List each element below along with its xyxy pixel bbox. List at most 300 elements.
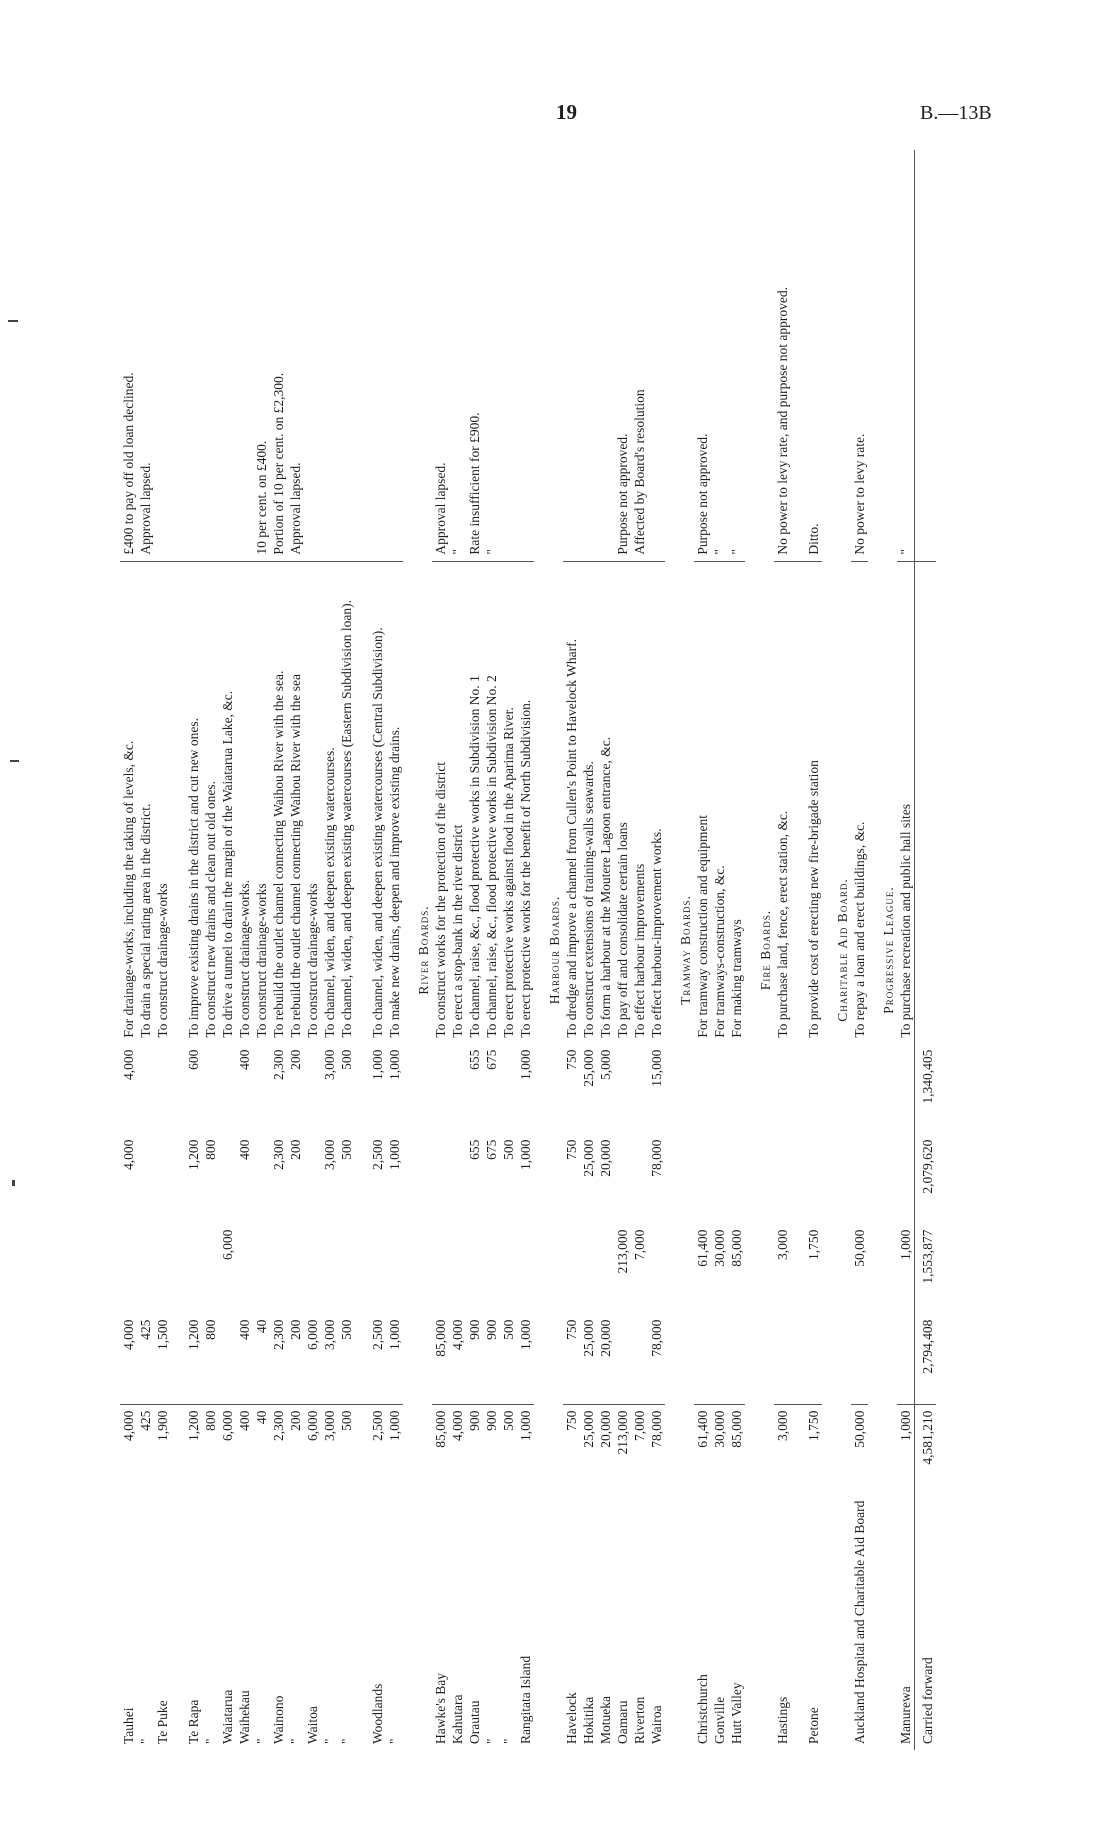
purpose-cell: To provide cost of erecting new fire-brigade station [806,760,821,1038]
amount-raised-cell: 675 [484,1049,499,1070]
amount-raised-cell: 400 [237,1049,252,1070]
amount-approved-cell [137,1134,154,1224]
place-cell: Progressive League. [881,886,896,1014]
table-row [355,150,386,1750]
place-cell: Gonville [712,1696,727,1744]
rotated-table-container [120,150,990,1750]
table-row [449,150,466,1750]
amount-authorised-cell: 1,200 [171,1314,202,1405]
amount-authorised-cell: 1,000 [386,1314,403,1405]
purpose-cell: To construct drainage-works [254,883,269,1038]
amount-applied-cell: 400 [237,1410,252,1431]
purpose-cell: To channel, widen, and deepen existing watercourses (Central Subdivision). [370,627,385,1038]
purpose-cell: To drain a special rating area in the district. [138,803,153,1038]
remarks-cell [580,150,597,561]
amount-approved-cell [449,1134,466,1224]
purpose-cell: To effect harbour improvements [632,863,647,1038]
amount-declined-cell [338,1224,355,1314]
amount-applied-cell: 1,750 [806,1410,821,1442]
table-row [563,150,580,1750]
place-cell: Havelock [564,1692,579,1744]
table-row [580,150,597,1750]
section-heading-row [822,150,851,1750]
place-cell: Tauhei [121,1707,136,1744]
amount-applied-cell: 61,400 [695,1410,710,1448]
purpose-cell: To erect protective works for the benefit of North Subdivision. [518,699,533,1038]
table-row [137,150,154,1750]
purpose-cell: For tramways-construction, &c. [712,865,727,1038]
table-row [171,150,202,1750]
amount-declined-cell [253,1224,270,1314]
amount-approved-cell: 675 [484,1139,499,1160]
amount-raised-cell [202,1044,219,1134]
amount-applied-cell: 4,000 [450,1410,465,1442]
amount-authorised-cell: 2,794,408 [915,1314,937,1405]
amount-raised-cell [897,1044,915,1134]
amount-declined-cell: 61,400 [695,1229,710,1267]
amount-approved-cell: 500 [501,1139,516,1160]
amount-authorised-cell [774,1314,791,1405]
purpose-cell: To construct drainage-works [305,883,320,1038]
amount-applied-cell: 85,000 [729,1410,744,1448]
purpose-cell: To rebuild the outlet channel connecting Waihou River with the sea [288,674,303,1038]
purpose-cell: To pay off and consolidate certain loans [615,822,630,1038]
amount-approved-cell: 400 [237,1139,252,1160]
amount-approved-cell: 655 [467,1139,482,1160]
purpose-cell: To make new drains, deepen and improve existing drains. [387,726,402,1038]
place-cell: Woodlands [370,1683,385,1744]
amount-declined-cell: 1,750 [806,1229,821,1261]
purpose-cell: To erect a stop-bank in the river district [450,824,465,1038]
amount-applied-cell: 6,000 [220,1410,235,1442]
table-row [517,150,534,1750]
amount-raised-cell: 5,000 [598,1049,613,1081]
table-row [432,150,449,1750]
place-cell: " [339,1738,354,1744]
remarks-cell [202,150,219,561]
table-row [466,150,483,1750]
place-cell: Orautau [467,1700,482,1744]
margin-mark [12,1180,15,1186]
amount-approved-cell: 750 [564,1139,579,1160]
place-cell: Petone [806,1707,821,1744]
amount-applied-cell: 20,000 [598,1410,613,1448]
amount-authorised-cell [631,1314,648,1405]
loans-table [120,150,936,1750]
place-cell: Riverton [632,1696,647,1744]
amount-declined-cell [154,1224,171,1314]
amount-approved-cell [304,1134,321,1224]
purpose-cell: To effect harbour-improvement works. [649,828,664,1038]
table-row [728,150,745,1750]
amount-authorised-cell: 500 [338,1314,355,1405]
amount-approved-cell [631,1134,648,1224]
place-cell: Charitable Aid Board. [835,878,850,1022]
place-cell: Te Puke [155,1700,170,1744]
amount-raised-cell: 1,000 [370,1049,385,1081]
amount-authorised-cell: 200 [287,1314,304,1405]
purpose-cell: To channel, widen, and deepen existing watercourses (Eastern Subdivision loan). [339,599,354,1038]
amount-declined-cell [517,1224,534,1314]
amount-declined-cell [432,1224,449,1314]
amount-authorised-cell [614,1314,631,1405]
page-number: 19 [556,100,577,124]
amount-declined-cell: 3,000 [775,1229,790,1261]
table-row [287,150,304,1750]
amount-applied-cell: 1,200 [186,1410,201,1442]
purpose-cell: To improve existing drains in the district and cut new ones. [186,718,201,1038]
amount-approved-cell [711,1134,728,1224]
table-row [483,150,500,1750]
table-row [304,150,321,1750]
amount-declined-cell [236,1224,253,1314]
purpose-cell [915,561,937,1044]
remarks-cell: Purpose not approved. [614,150,631,561]
amount-applied-cell: 750 [564,1410,579,1431]
place-cell: Hawke's Bay [433,1672,448,1744]
amount-authorised-cell: 85,000 [432,1314,449,1405]
place-cell: " [322,1738,337,1744]
amount-declined-cell [355,1224,386,1314]
amount-authorised-cell: 2,300 [270,1314,287,1405]
amount-approved-cell: 2,300 [271,1139,286,1171]
remarks-cell [236,150,253,561]
amount-approved-cell [614,1134,631,1224]
amount-declined-cell [449,1224,466,1314]
table-row [270,150,287,1750]
purpose-cell: To purchase land, fence, erect station, &c. [775,810,790,1038]
amount-authorised-cell: 425 [137,1314,154,1405]
amount-authorised-cell: 78,000 [648,1314,665,1405]
place-cell: Fire Boards. [758,909,773,991]
table-row [338,150,355,1750]
amount-raised-cell [711,1044,728,1134]
amount-approved-cell [432,1134,449,1224]
amount-approved-cell: 25,000 [581,1139,596,1177]
remarks-cell: Approval lapsed. [287,150,304,561]
section-heading-row [403,150,432,1750]
place-cell: " [501,1738,516,1744]
place-cell: Kahutara [450,1694,465,1744]
amount-declined-cell [137,1224,154,1314]
remarks-cell [915,150,937,561]
place-cell: Oamaru [615,1700,630,1744]
remarks-cell [563,150,580,561]
remarks-cell: No power to levy rate, and purpose not approved. [774,150,791,561]
purpose-cell: To channel, widen, and deepen existing watercourses. [322,747,337,1038]
amount-approved-cell: 1,000 [387,1139,402,1171]
amount-applied-cell: 1,000 [518,1410,533,1442]
purpose-cell: For tramway construction and equipment [695,814,710,1038]
purpose-cell: For making tramways [729,919,744,1038]
place-cell: Wainono [271,1695,286,1744]
place-cell: Te Rapa [186,1699,201,1744]
amount-declined-cell [597,1224,614,1314]
amount-authorised-cell [711,1314,728,1405]
amount-raised-cell [614,1044,631,1134]
purpose-cell: To drive a tunnel to drain the margin of the Waiatarua Lake, &c. [220,690,235,1038]
amount-applied-cell: 2,500 [370,1410,385,1442]
section-heading-row [665,150,694,1750]
amount-declined-cell: 30,000 [712,1229,727,1267]
section-heading-row [534,150,563,1750]
amount-raised-cell [500,1044,517,1134]
amount-raised-cell: 25,000 [581,1049,596,1087]
amount-authorised-cell [728,1314,745,1405]
purpose-cell: To form a harbour at the Moutere Lagoon entrance, &c. [598,736,613,1038]
amount-approved-cell [154,1134,171,1224]
amount-approved-cell [219,1134,236,1224]
remarks-cell [648,150,665,561]
amount-applied-cell: 1,900 [155,1410,170,1442]
amount-approved-cell [897,1134,915,1224]
place-cell: Auckland Hospital and Charitable Aid Board [852,1500,867,1744]
amount-declined-cell [580,1224,597,1314]
amount-declined-cell [500,1224,517,1314]
table-row [694,150,711,1750]
place-cell: Harbour Boards. [547,895,562,1005]
remarks-cell [171,150,202,561]
place-cell: " [387,1738,402,1744]
amount-authorised-cell: 800 [202,1314,219,1405]
amount-applied-cell: 30,000 [712,1410,727,1448]
amount-applied-cell: 50,000 [852,1410,867,1448]
amount-authorised-cell [791,1314,822,1405]
purpose-cell: To construct drainage-works [155,883,170,1038]
amount-authorised-cell [694,1314,711,1405]
place-cell: " [203,1738,218,1744]
amount-applied-cell: 800 [203,1410,218,1431]
amount-authorised-cell [851,1314,868,1405]
amount-declined-cell [648,1224,665,1314]
amount-applied-cell: 500 [501,1410,516,1431]
total-row [915,150,937,1750]
table-row [253,150,270,1750]
amount-declined-cell: 7,000 [632,1229,647,1261]
document-reference: B.—13B [920,102,992,124]
remarks-cell: " [449,150,466,561]
remarks-cell [597,150,614,561]
table-row [154,150,171,1750]
table-row [500,150,517,1750]
amount-approved-cell: 2,500 [370,1139,385,1171]
remarks-cell [500,150,517,561]
amount-raised-cell [631,1044,648,1134]
amount-approved-cell [694,1134,711,1224]
remarks-cell: No power to levy rate. [851,150,868,561]
amount-authorised-cell: 1,500 [154,1314,171,1405]
amount-authorised-cell: 1,000 [517,1314,534,1405]
remarks-cell [304,150,321,561]
amount-raised-cell: 15,000 [649,1049,664,1087]
purpose-cell: To channel, raise, &c., flood protective works in Subdivision No. 1 [467,675,482,1038]
purpose-cell: To construct new drains and clean out old ones. [203,781,218,1038]
amount-approved-cell: 3,000 [322,1139,337,1171]
amount-applied-cell: 1,000 [898,1410,913,1442]
place-cell: Hokitika [581,1696,596,1744]
amount-authorised-cell: 25,000 [580,1314,597,1405]
amount-approved-cell: 4,000 [121,1139,136,1171]
amount-applied-cell: 6,000 [305,1410,320,1442]
place-cell: Tramway Boards. [678,895,693,1005]
amount-approved-cell: 20,000 [598,1139,613,1177]
table-row [897,150,915,1750]
amount-raised-cell [449,1044,466,1134]
purpose-cell: To repay a loan and erect buildings, &c. [852,821,867,1038]
place-cell: Waitoa [305,1706,320,1744]
remarks-cell: Affected by Board's resolution [631,150,648,561]
purpose-cell: To rebuild the outlet channel connecting Waihou River with the sea. [271,670,286,1038]
amount-applied-cell: 25,000 [581,1410,596,1448]
table-row [774,150,791,1750]
table-row [614,150,631,1750]
remarks-cell: " [728,150,745,561]
amount-applied-cell: 1,000 [387,1410,402,1442]
remarks-cell: Approval lapsed. [137,150,154,561]
amount-applied-cell: 3,000 [322,1410,337,1442]
table-row [386,150,403,1750]
amount-raised-cell [728,1044,745,1134]
amount-raised-cell: 600 [186,1049,201,1070]
remarks-cell [338,150,355,561]
purpose-cell: To dredge and improve a channel from Cullen's Point to Havelock Wharf. [564,639,579,1038]
purpose-cell: To construct extensions of training-walls seawards. [581,761,596,1038]
margin-mark [8,320,18,322]
amount-declined-cell: 50,000 [852,1229,867,1267]
amount-raised-cell: 750 [564,1049,579,1070]
amount-authorised-cell: 900 [466,1314,483,1405]
amount-approved-cell: 1,200 [186,1139,201,1171]
amount-raised-cell [791,1044,822,1134]
amount-raised-cell: 200 [288,1049,303,1070]
purpose-cell: To channel, raise, &c., flood protective works in Subdivision No. 2 [484,675,499,1038]
place-cell: Carried forward [915,1495,937,1750]
amount-raised-cell: 2,300 [271,1049,286,1081]
amount-approved-cell [791,1134,822,1224]
table-row [236,150,253,1750]
amount-raised-cell [253,1044,270,1134]
place-cell: Hastings [775,1696,790,1744]
table-row [648,150,665,1750]
purpose-cell: To erect protective works against flood in the Aparima River. [501,707,516,1038]
remarks-cell: Ditto. [791,150,822,561]
amount-declined-cell [270,1224,287,1314]
table-row [120,150,137,1750]
amount-authorised-cell: 6,000 [304,1314,321,1405]
table-row [631,150,648,1750]
amount-raised-cell: 655 [467,1049,482,1070]
amount-raised-cell: 1,000 [518,1049,533,1081]
amount-authorised-cell [897,1314,915,1405]
amount-authorised-cell: 20,000 [597,1314,614,1405]
amount-authorised-cell: 2,500 [355,1314,386,1405]
amount-raised-cell: 500 [339,1049,354,1070]
amount-declined-cell: 213,000 [615,1229,630,1274]
amount-raised-cell: 4,000 [121,1049,136,1081]
amount-authorised-cell [219,1314,236,1405]
amount-declined-cell [120,1224,137,1314]
place-cell: " [138,1738,153,1744]
table-row [219,150,236,1750]
amount-applied-cell: 900 [467,1410,482,1431]
place-cell: Hutt Valley [729,1682,744,1744]
remarks-cell: Rate insufficient for £900. [466,150,483,561]
amount-declined-cell: 85,000 [729,1229,744,1267]
margin-mark [10,760,19,762]
place-cell: Manurewa [898,1686,913,1744]
amount-authorised-cell: 400 [236,1314,253,1405]
remarks-cell: Portion of 10 per cent. on £2,300. [270,150,287,561]
remarks-cell: 10 per cent. on £400. [253,150,270,561]
amount-raised-cell [432,1044,449,1134]
place-cell: " [484,1738,499,1744]
remarks-cell: £400 to pay off old loan declined. [120,150,137,561]
place-cell: Wairoa [649,1705,664,1744]
amount-raised-cell [219,1044,236,1134]
remarks-cell [355,150,386,561]
place-cell: River Boards. [416,905,431,995]
amount-authorised-cell: 4,000 [120,1314,137,1405]
table-row [791,150,822,1750]
amount-declined-cell [483,1224,500,1314]
remarks-cell: " [483,150,500,561]
remarks-cell [154,150,171,561]
amount-declined-cell [171,1224,202,1314]
amount-raised-cell [137,1044,154,1134]
section-heading-row [745,150,774,1750]
table-row [597,150,614,1750]
remarks-cell: Purpose not approved. [694,150,711,561]
amount-approved-cell: 200 [288,1139,303,1160]
place-cell: " [288,1738,303,1744]
amount-applied-cell: 213,000 [615,1410,630,1455]
remarks-cell: " [897,150,915,561]
amount-authorised-cell: 4,000 [449,1314,466,1405]
remarks-cell: Approval lapsed. [432,150,449,561]
place-cell: Waiatarua [220,1689,235,1744]
amount-raised-cell [851,1044,868,1134]
amount-applied-cell: 900 [484,1410,499,1431]
remarks-cell [386,150,403,561]
amount-authorised-cell: 900 [483,1314,500,1405]
table-row [851,150,868,1750]
amount-approved-cell [728,1134,745,1224]
amount-declined-cell [563,1224,580,1314]
amount-applied-cell: 85,000 [433,1410,448,1448]
amount-declined-cell: 6,000 [220,1229,235,1261]
amount-raised-cell [774,1044,791,1134]
amount-approved-cell [851,1134,868,1224]
purpose-cell: To construct works for the protection of the district [433,761,448,1038]
amount-approved-cell: 800 [203,1139,218,1160]
amount-raised-cell [694,1044,711,1134]
amount-authorised-cell: 3,000 [321,1314,338,1405]
purpose-cell: To purchase recreation and public hall sites [898,803,913,1038]
amount-applied-cell: 4,581,210 [915,1404,937,1495]
amount-raised-cell: 3,000 [322,1049,337,1081]
place-cell: Waihekau [237,1690,252,1744]
amount-applied-cell: 200 [288,1410,303,1431]
amount-applied-cell: 4,000 [121,1410,136,1442]
amount-declined-cell [386,1224,403,1314]
amount-raised-cell [304,1044,321,1134]
remarks-cell [517,150,534,561]
purpose-cell: To construct drainage-works. [237,880,252,1038]
amount-declined-cell: 1,553,877 [915,1224,937,1314]
amount-raised-cell: 1,340,405 [915,1044,937,1134]
amount-raised-cell [154,1044,171,1134]
section-heading-row [868,150,897,1750]
